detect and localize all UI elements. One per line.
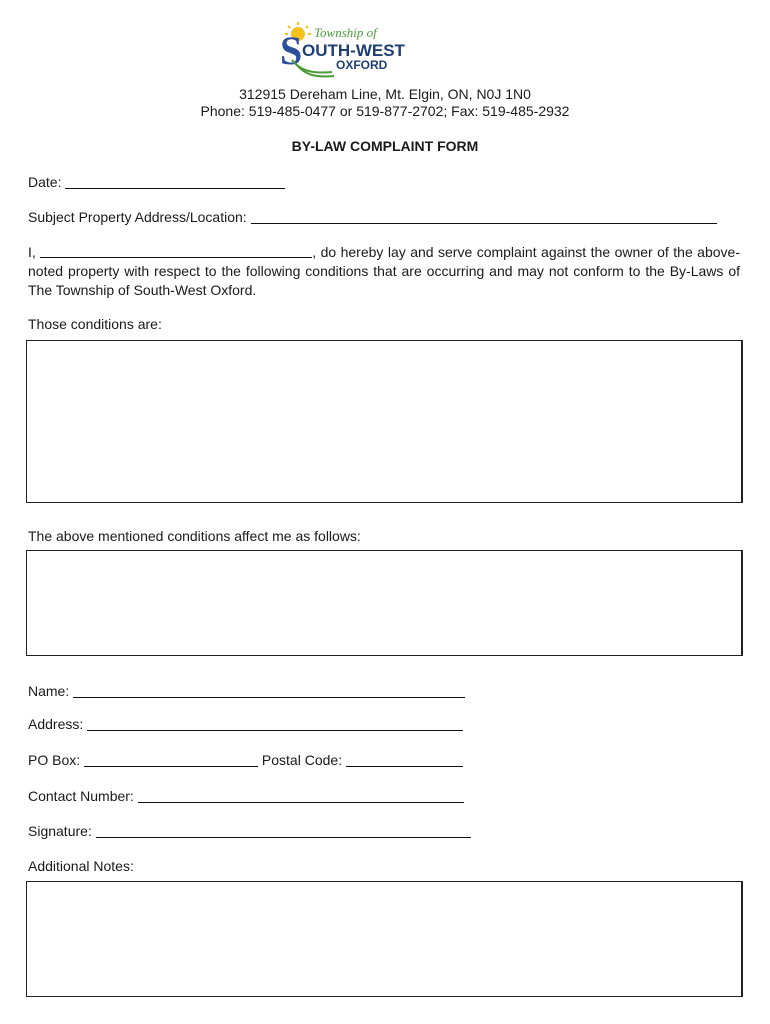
signature-label: Signature: — [28, 823, 92, 839]
date-field[interactable] — [65, 174, 285, 189]
complaint-text: , do hereby lay and serve complaint against the owner of the above-noted property with respect to the following conditions that are occurring and may not conform to the By-Laws of The Township of South-West Oxford. — [28, 244, 740, 298]
pobox-field[interactable] — [84, 752, 258, 767]
address-row — [28, 716, 463, 732]
affect-label: The above mentioned conditions affect me as follows: — [28, 528, 361, 544]
pobox-row — [28, 752, 463, 768]
conditions-textbox[interactable] — [26, 340, 743, 503]
name-field[interactable] — [73, 683, 465, 698]
complainant-name-field[interactable] — [40, 243, 312, 258]
address-label: Address: — [28, 716, 84, 732]
name-row — [28, 683, 465, 699]
complaint-prefix: I, — [28, 244, 36, 260]
form-title: BY-LAW COMPLAINT FORM — [291, 138, 479, 154]
subject-row — [28, 209, 717, 225]
logo-line1: Township of — [314, 25, 377, 40]
complaint-paragraph — [28, 243, 740, 300]
pobox-label: PO Box: — [28, 752, 81, 768]
name-label: Name: — [28, 683, 70, 699]
postal-code-field[interactable] — [346, 752, 463, 767]
subject-address-field[interactable] — [251, 209, 717, 224]
address-field[interactable] — [87, 716, 463, 731]
affect-textbox[interactable] — [26, 550, 743, 656]
signature-field[interactable] — [96, 823, 471, 838]
header-address: 312915 Dereham Line, Mt. Elgin, ON, N0J 1N0 — [239, 86, 531, 102]
conditions-label: Those conditions are: — [28, 316, 162, 332]
header-phone: Phone: 519-485-0477 or 519-877-2702; Fax: 519-485-2932 — [200, 103, 570, 119]
township-logo — [274, 20, 416, 80]
notes-label: Additional Notes: — [28, 858, 134, 874]
postal-label: Postal Code: — [261, 752, 343, 768]
signature-row — [28, 823, 471, 839]
contact-label: Contact Number: — [28, 788, 134, 804]
logo-initial: S — [280, 28, 303, 73]
date-label: Date: — [28, 174, 62, 190]
logo-line3: OXFORD — [336, 58, 388, 72]
contact-row — [28, 788, 464, 804]
logo-line2: OUTH-WEST — [302, 41, 405, 60]
date-row — [28, 174, 285, 190]
subject-label: Subject Property Address/Location: — [28, 209, 247, 225]
contact-number-field[interactable] — [138, 788, 464, 803]
notes-textbox[interactable] — [26, 881, 743, 997]
